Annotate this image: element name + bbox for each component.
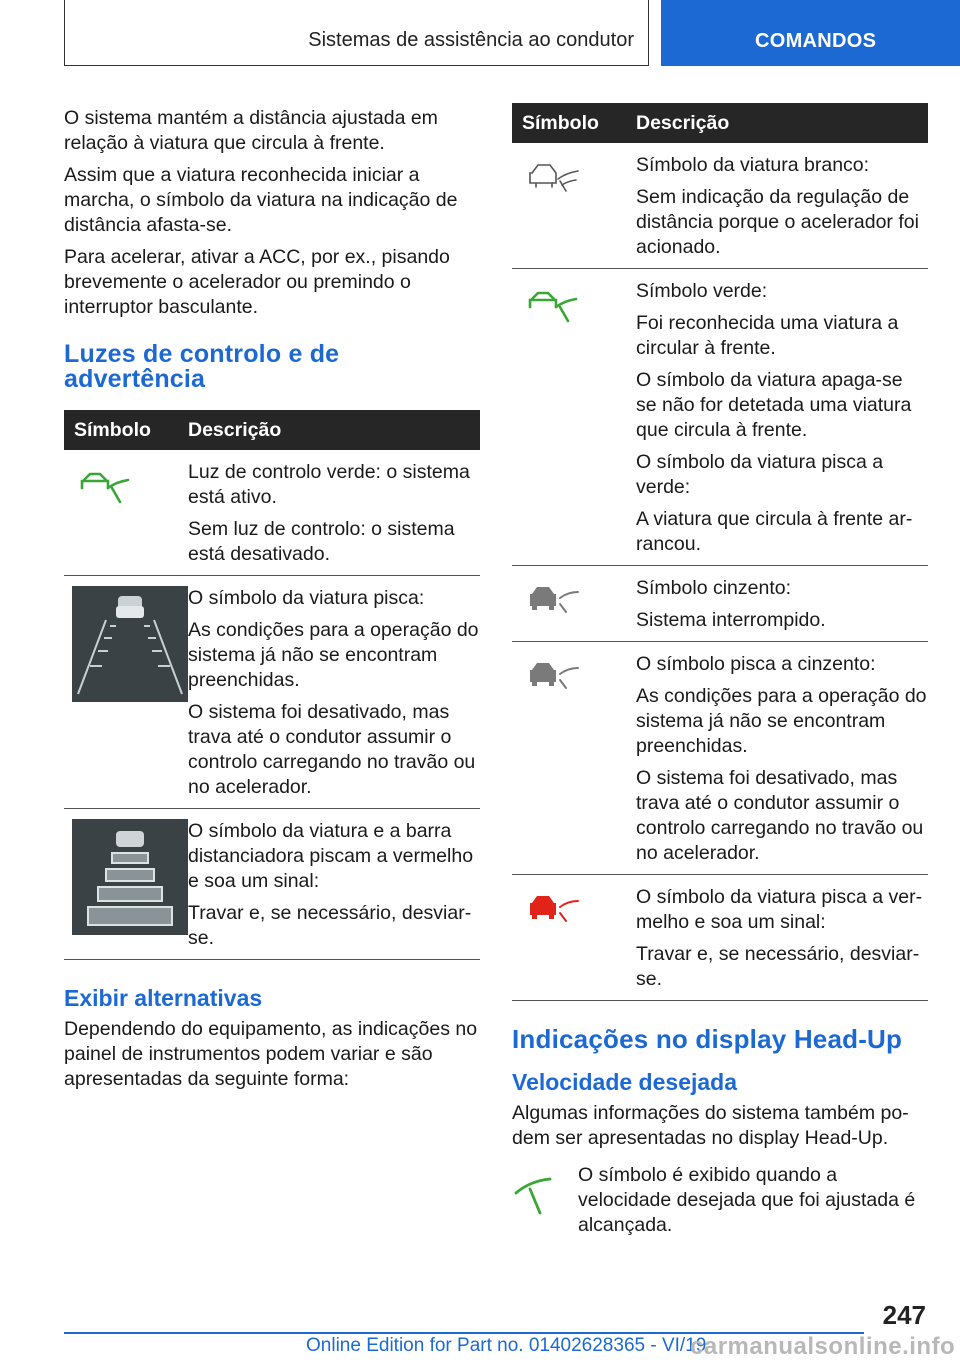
- col-symbol-header: Símbolo: [512, 103, 636, 143]
- acc-gray-icon: [526, 658, 584, 698]
- desired-speed-icon: [512, 1169, 562, 1217]
- table-row: [512, 269, 928, 566]
- table-row: [512, 566, 928, 642]
- intro-paragraph-2: Assim que a viatura reconhecida iniciar a marcha, o símbolo da viatura na indicação de distância afasta-se.: [64, 164, 458, 236]
- row-text: O símbolo da viatura pisca a vermelho e soa um sinal:: [636, 886, 923, 933]
- row-text: Símbolo da viatura branco:: [636, 154, 870, 176]
- row-text: Travar e, se necessário, desviar-se.: [636, 943, 920, 990]
- intro-paragraph-1: O sistema mantém a distância ajustada em relação à viatura que circula à frente.: [64, 107, 438, 154]
- watermark: carmanualsonline.info: [690, 1333, 956, 1360]
- hud-symbol-row: [512, 1163, 928, 1245]
- desired-speed-heading: Velocidade desejada: [512, 1069, 738, 1095]
- table-row: [64, 809, 480, 960]
- section-title: Sistemas de assistência ao condutor: [308, 29, 634, 51]
- chapter-tab-label: COMANDOS: [755, 30, 877, 52]
- row-text: O símbolo da viatura apaga-se se não for detetada uma viatura que circula à frente.: [636, 369, 912, 441]
- page-header: [0, 0, 960, 66]
- col-symbol-header: Símbolo: [64, 410, 188, 450]
- acc-red-icon: [526, 891, 584, 931]
- row-text: Luz de controlo verde: o sistema está ativo.: [188, 461, 470, 508]
- col-description-header: Descrição: [636, 103, 928, 143]
- table-row: [512, 143, 928, 269]
- acc-white-outline-icon: [526, 159, 584, 199]
- row-text: O símbolo pisca a cinzento:: [636, 653, 876, 675]
- alternative-symbols-table: [512, 103, 928, 1001]
- right-column: [512, 103, 928, 1245]
- row-text: O símbolo da viatura pisca a verde:: [636, 451, 884, 498]
- row-text: O símbolo da viatura pisca:: [188, 587, 425, 609]
- section-title-box: [64, 0, 649, 66]
- row-text: Sem indicação da regulação de distância porque o acelerador foi acionado.: [636, 186, 919, 258]
- intro-paragraph-3: Para acelerar, ativar a ACC, por ex., pisando brevemente o acelerador ou premindo o interruptor basculante.: [64, 246, 450, 318]
- alternatives-text: Dependendo do equipamento, as indicações no painel de instrumentos podem variar e são apresentadas da seguinte forma:: [64, 1018, 478, 1090]
- row-text: As condições para a operação do sistema já não se encontram preenchidas.: [636, 685, 927, 757]
- row-text: Travar e, se necessário, desviar-se.: [188, 902, 472, 949]
- table-row: [512, 642, 928, 875]
- head-up-heading: Indicações no display Head-Up: [512, 1024, 903, 1054]
- hud-symbol-text: O símbolo é exibido quando a velocidade desejada que foi ajustada é alcançada.: [578, 1164, 916, 1236]
- row-text: O símbolo da viatura e a barra distanciadora piscam a vermelho e soa um sinal:: [188, 820, 474, 892]
- alternatives-heading: Exibir alternativas: [64, 985, 263, 1011]
- table-header-row: [64, 410, 480, 450]
- distance-display-image: [72, 586, 188, 702]
- row-text: O sistema foi desativado, mas trava até o condutor assumir o controlo carregando no travão ou no acelerador.: [188, 701, 476, 798]
- acc-green-icon: [78, 466, 136, 506]
- row-text: O sistema foi desativado, mas trava até o condutor assumir o controlo carregando no travão ou no acelerador.: [636, 767, 924, 864]
- chapter-tab[interactable]: [661, 0, 960, 66]
- left-column: [64, 106, 480, 1099]
- row-text: Sem luz de controlo: o sistema está desativado.: [188, 518, 455, 565]
- row-text: A viatura que circula à frente arrancou.: [636, 508, 913, 555]
- row-text: Foi reconhecida uma viatura a circular à frente.: [636, 312, 899, 359]
- distance-bar-image: [72, 819, 188, 935]
- table-row: [64, 576, 480, 809]
- row-text: Símbolo verde:: [636, 280, 768, 302]
- head-up-intro: Algumas informações do sistema também podem ser apresentadas no display Head-Up.: [512, 1102, 909, 1149]
- page-number: 247: [882, 1300, 926, 1330]
- edition-text: Online Edition for Part no. 01402628365 - VI/19: [306, 1335, 707, 1356]
- acc-gray-icon: [526, 582, 584, 622]
- row-text: Sistema interrompido.: [636, 609, 826, 631]
- col-description-header: Descrição: [188, 410, 480, 450]
- row-text: Símbolo cinzento:: [636, 577, 792, 599]
- control-lights-heading: Luzes de controlo e de advertência: [64, 340, 340, 393]
- acc-green-icon: [526, 285, 584, 325]
- table-header-row: [512, 103, 928, 143]
- control-lights-table: [64, 410, 480, 960]
- table-row: [64, 450, 480, 576]
- row-text: As condições para a operação do sistema já não se encontram preenchidas.: [188, 619, 479, 691]
- table-row: [512, 875, 928, 1001]
